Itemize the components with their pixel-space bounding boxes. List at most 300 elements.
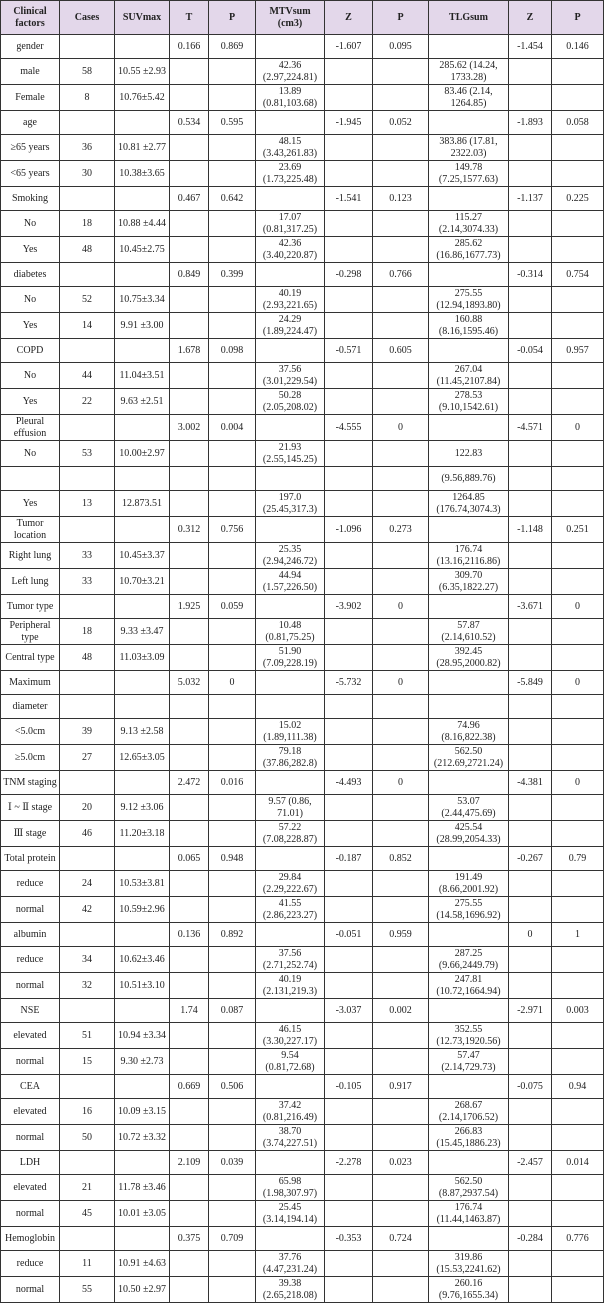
- cell-z-mtv: [325, 947, 373, 973]
- cell-mtvsum: 42.36 (3.40,220.87): [256, 237, 325, 263]
- cell-tlgsum: [429, 1075, 509, 1099]
- cell-tlgsum: 53.07 (2.44,475.69): [429, 795, 509, 821]
- cell-p-suv: [209, 569, 256, 595]
- cell-cases: 16: [60, 1099, 115, 1125]
- cell-factor: Total protein: [1, 847, 60, 871]
- cell-z-tlg: [509, 719, 552, 745]
- cell-tlgsum: 425.54 (28.99,2054.33): [429, 821, 509, 847]
- cell-factor: Ⅲ stage: [1, 821, 60, 847]
- cell-z-tlg: -2.457: [509, 1151, 552, 1175]
- table-row: [1, 339, 604, 363]
- table-row: [1, 1175, 604, 1201]
- cell-p-tlg: [552, 1099, 604, 1125]
- cell-p-mtv: 0.766: [373, 263, 429, 287]
- cell-p-mtv: 0.605: [373, 339, 429, 363]
- cell-z-mtv: -1.096: [325, 517, 373, 543]
- cell-factor: <65 years: [1, 161, 60, 187]
- cell-cases: [60, 467, 115, 491]
- cell-p-mtv: 0.917: [373, 1075, 429, 1099]
- cell-t: 0.534: [170, 111, 209, 135]
- cell-t: 0.065: [170, 847, 209, 871]
- table-row: [1, 947, 604, 973]
- cell-p-tlg: 0: [552, 415, 604, 441]
- cell-p-suv: [209, 543, 256, 569]
- cell-p-tlg: 0.003: [552, 999, 604, 1023]
- cell-p-tlg: 0.754: [552, 263, 604, 287]
- cell-mtvsum: 37.56 (3.01,229.54): [256, 363, 325, 389]
- cell-tlgsum: 383.86 (17.81, 2322.03): [429, 135, 509, 161]
- table-row: [1, 59, 604, 85]
- cell-tlgsum: 57.47 (2.14,729.73): [429, 1049, 509, 1075]
- cell-suvmax: [115, 517, 170, 543]
- cell-tlgsum: 260.16 (9.76,1655.34): [429, 1277, 509, 1303]
- cell-z-mtv: [325, 59, 373, 85]
- cell-cases: [60, 923, 115, 947]
- cell-p-tlg: [552, 389, 604, 415]
- cell-z-mtv: [325, 491, 373, 517]
- cell-cases: 33: [60, 543, 115, 569]
- cell-p-suv: [209, 1277, 256, 1303]
- cell-tlgsum: [429, 595, 509, 619]
- table-row: [1, 771, 604, 795]
- table-row: [1, 973, 604, 999]
- cell-cases: [60, 517, 115, 543]
- cell-t: 0.669: [170, 1075, 209, 1099]
- cell-cases: 15: [60, 1049, 115, 1075]
- cell-tlgsum: [429, 111, 509, 135]
- cell-factor: albumin: [1, 923, 60, 947]
- cell-p-mtv: [373, 695, 429, 719]
- cell-z-mtv: -0.187: [325, 847, 373, 871]
- cell-suvmax: 10.45±3.37: [115, 543, 170, 569]
- cell-p-tlg: [552, 1049, 604, 1075]
- cell-factor: Maximum: [1, 671, 60, 695]
- cell-suvmax: 9.12 ±3.06: [115, 795, 170, 821]
- cell-p-mtv: [373, 287, 429, 313]
- cell-p-tlg: 0.146: [552, 35, 604, 59]
- cell-cases: 53: [60, 441, 115, 467]
- cell-mtvsum: 79.18 (37.86,282.8): [256, 745, 325, 771]
- cell-p-mtv: 0: [373, 771, 429, 795]
- cell-p-mtv: [373, 1023, 429, 1049]
- cell-suvmax: 12.873.51: [115, 491, 170, 517]
- cell-t: [170, 1277, 209, 1303]
- cell-tlgsum: 562.50 (8.87,2937.54): [429, 1175, 509, 1201]
- cell-t: 3.002: [170, 415, 209, 441]
- cell-p-mtv: [373, 135, 429, 161]
- cell-z-mtv: [325, 645, 373, 671]
- cell-z-tlg: -1.893: [509, 111, 552, 135]
- cell-suvmax: [115, 999, 170, 1023]
- cell-z-mtv: -0.353: [325, 1227, 373, 1251]
- cell-suvmax: 10.94 ±3.34: [115, 1023, 170, 1049]
- cell-t: 1.74: [170, 999, 209, 1023]
- cell-mtvsum: 10.48 (0.81,75.25): [256, 619, 325, 645]
- cell-suvmax: [115, 35, 170, 59]
- table-row: [1, 569, 604, 595]
- cell-mtvsum: 23.69 (1.73,225.48): [256, 161, 325, 187]
- cell-p-mtv: [373, 59, 429, 85]
- cell-p-suv: [209, 1251, 256, 1277]
- cell-p-suv: [209, 1023, 256, 1049]
- cell-t: [170, 161, 209, 187]
- cell-p-mtv: [373, 645, 429, 671]
- cell-factor: elevated: [1, 1023, 60, 1049]
- cell-suvmax: 10.51±3.10: [115, 973, 170, 999]
- cell-z-mtv: -3.037: [325, 999, 373, 1023]
- cell-z-tlg: [509, 645, 552, 671]
- cell-tlgsum: [429, 999, 509, 1023]
- cell-factor: COPD: [1, 339, 60, 363]
- cell-p-mtv: [373, 871, 429, 897]
- table-row: [1, 135, 604, 161]
- cell-p-suv: [209, 695, 256, 719]
- table-row: [1, 795, 604, 821]
- cell-p-suv: 0.098: [209, 339, 256, 363]
- cell-p-suv: [209, 1175, 256, 1201]
- cell-tlgsum: [429, 1227, 509, 1251]
- cell-p-mtv: 0: [373, 671, 429, 695]
- cell-cases: 44: [60, 363, 115, 389]
- cell-factor: Pleural effusion: [1, 415, 60, 441]
- cell-p-mtv: 0.002: [373, 999, 429, 1023]
- cell-mtvsum: 46.15 (3.30,227.17): [256, 1023, 325, 1049]
- cell-z-tlg: [509, 795, 552, 821]
- cell-factor: Yes: [1, 313, 60, 339]
- cell-p-tlg: [552, 1201, 604, 1227]
- cell-p-suv: 0.039: [209, 1151, 256, 1175]
- cell-p-mtv: [373, 161, 429, 187]
- cell-p-mtv: [373, 1125, 429, 1151]
- cell-p-suv: [209, 871, 256, 897]
- cell-mtvsum: 50.28 (2.05,208.02): [256, 389, 325, 415]
- cell-z-mtv: [325, 1277, 373, 1303]
- cell-mtvsum: [256, 595, 325, 619]
- cell-p-suv: 0.004: [209, 415, 256, 441]
- cell-p-mtv: [373, 491, 429, 517]
- cell-mtvsum: [256, 847, 325, 871]
- cell-suvmax: 10.59±2.96: [115, 897, 170, 923]
- table-row: [1, 111, 604, 135]
- cell-p-tlg: [552, 543, 604, 569]
- cell-suvmax: 10.09 ±3.15: [115, 1099, 170, 1125]
- table-row: [1, 1277, 604, 1303]
- cell-tlgsum: 149.78 (7.25,1577.63): [429, 161, 509, 187]
- cell-mtvsum: [256, 467, 325, 491]
- cell-p-mtv: [373, 1049, 429, 1075]
- cell-cases: [60, 339, 115, 363]
- cell-p-mtv: [373, 973, 429, 999]
- cell-mtvsum: [256, 771, 325, 795]
- cell-z-mtv: [325, 389, 373, 415]
- cell-p-tlg: [552, 619, 604, 645]
- cell-suvmax: 10.53±3.81: [115, 871, 170, 897]
- cell-tlgsum: 1264.85 (176.74,3074.3): [429, 491, 509, 517]
- cell-mtvsum: [256, 263, 325, 287]
- cell-p-mtv: [373, 1175, 429, 1201]
- cell-factor: elevated: [1, 1175, 60, 1201]
- cell-suvmax: [115, 923, 170, 947]
- table-row: [1, 595, 604, 619]
- cell-mtvsum: 9.57 (0.86, 71.01): [256, 795, 325, 821]
- cell-p-tlg: [552, 871, 604, 897]
- cell-p-tlg: [552, 645, 604, 671]
- cell-p-suv: [209, 467, 256, 491]
- cell-mtvsum: 57.22 (7.08,228.87): [256, 821, 325, 847]
- cell-p-suv: [209, 287, 256, 313]
- cell-factor: Central type: [1, 645, 60, 671]
- cell-cases: 18: [60, 619, 115, 645]
- cell-p-tlg: 0.957: [552, 339, 604, 363]
- cell-p-tlg: [552, 85, 604, 111]
- cell-z-tlg: [509, 1049, 552, 1075]
- cell-p-tlg: [552, 897, 604, 923]
- cell-p-mtv: [373, 467, 429, 491]
- cell-tlgsum: [429, 671, 509, 695]
- cell-mtvsum: 41.55 (2.86,223.27): [256, 897, 325, 923]
- header-p-suv: P: [209, 1, 256, 35]
- cell-p-mtv: 0.959: [373, 923, 429, 947]
- cell-suvmax: 9.63 ±2.51: [115, 389, 170, 415]
- cell-t: [170, 1251, 209, 1277]
- cell-factor: LDH: [1, 1151, 60, 1175]
- cell-t: 0.467: [170, 187, 209, 211]
- cell-mtvsum: 37.76 (4.47,231.24): [256, 1251, 325, 1277]
- cell-tlgsum: [429, 263, 509, 287]
- cell-mtvsum: 37.42 (0.81,216.49): [256, 1099, 325, 1125]
- cell-z-mtv: -4.555: [325, 415, 373, 441]
- cell-p-tlg: [552, 287, 604, 313]
- cell-p-mtv: 0: [373, 595, 429, 619]
- cell-suvmax: 10.01 ±3.05: [115, 1201, 170, 1227]
- cell-tlgsum: 268.67 (2.14,1706.52): [429, 1099, 509, 1125]
- cell-cases: 42: [60, 897, 115, 923]
- cell-z-tlg: [509, 897, 552, 923]
- cell-cases: 39: [60, 719, 115, 745]
- cell-p-suv: [209, 619, 256, 645]
- cell-mtvsum: [256, 517, 325, 543]
- cell-cases: 46: [60, 821, 115, 847]
- cell-p-mtv: [373, 569, 429, 595]
- cell-cases: 30: [60, 161, 115, 187]
- cell-tlgsum: 74.96 (8.16,822.38): [429, 719, 509, 745]
- cell-p-mtv: [373, 897, 429, 923]
- cell-cases: 48: [60, 645, 115, 671]
- cell-z-mtv: [325, 1125, 373, 1151]
- cell-t: 0.166: [170, 35, 209, 59]
- cell-mtvsum: 51.90 (7.09,228.19): [256, 645, 325, 671]
- cell-p-tlg: [552, 237, 604, 263]
- table-row: [1, 517, 604, 543]
- table-row: [1, 35, 604, 59]
- cell-mtvsum: [256, 187, 325, 211]
- cell-p-mtv: [373, 363, 429, 389]
- cell-p-mtv: [373, 795, 429, 821]
- cell-mtvsum: [256, 695, 325, 719]
- table-row: [1, 85, 604, 111]
- cell-z-mtv: -1.945: [325, 111, 373, 135]
- table-row: [1, 847, 604, 871]
- cell-mtvsum: 65.98 (1.98,307.97): [256, 1175, 325, 1201]
- cell-p-tlg: [552, 211, 604, 237]
- cell-p-mtv: [373, 211, 429, 237]
- cell-t: [170, 1175, 209, 1201]
- cell-p-tlg: 0.014: [552, 1151, 604, 1175]
- cell-z-mtv: [325, 161, 373, 187]
- header-suvmax: SUVmax: [115, 1, 170, 35]
- cell-tlgsum: 287.25 (9.66,2449.79): [429, 947, 509, 973]
- cell-t: 1.925: [170, 595, 209, 619]
- cell-tlgsum: [429, 923, 509, 947]
- cell-t: [170, 467, 209, 491]
- cell-suvmax: 12.65±3.05: [115, 745, 170, 771]
- cell-cases: 13: [60, 491, 115, 517]
- cell-z-tlg: [509, 1251, 552, 1277]
- cell-tlgsum: [429, 771, 509, 795]
- table-body: [1, 35, 604, 1303]
- cell-p-mtv: [373, 1099, 429, 1125]
- cell-factor: normal: [1, 1201, 60, 1227]
- cell-mtvsum: [256, 671, 325, 695]
- cell-tlgsum: (9.56,889.76): [429, 467, 509, 491]
- cell-suvmax: [115, 771, 170, 795]
- cell-factor: Yes: [1, 237, 60, 263]
- table-row: [1, 1023, 604, 1049]
- cell-tlgsum: 122.83: [429, 441, 509, 467]
- cell-p-suv: 0.756: [209, 517, 256, 543]
- cell-z-tlg: -1.148: [509, 517, 552, 543]
- cell-factor: normal: [1, 1277, 60, 1303]
- cell-z-mtv: -1.541: [325, 187, 373, 211]
- cell-p-tlg: [552, 695, 604, 719]
- cell-t: [170, 569, 209, 595]
- cell-cases: 33: [60, 569, 115, 595]
- cell-suvmax: [115, 111, 170, 135]
- cell-p-tlg: 0: [552, 771, 604, 795]
- table-row: [1, 619, 604, 645]
- cell-z-mtv: [325, 719, 373, 745]
- cell-factor: NSE: [1, 999, 60, 1023]
- cell-z-mtv: [325, 1175, 373, 1201]
- cell-p-suv: [209, 795, 256, 821]
- cell-z-mtv: [325, 313, 373, 339]
- cell-p-tlg: 0.79: [552, 847, 604, 871]
- cell-z-mtv: [325, 821, 373, 847]
- cell-tlgsum: [429, 35, 509, 59]
- cell-cases: [60, 35, 115, 59]
- table-row: [1, 287, 604, 313]
- cell-z-mtv: [325, 1049, 373, 1075]
- cell-t: [170, 441, 209, 467]
- cell-p-suv: [209, 85, 256, 111]
- cell-suvmax: 9.91 ±3.00: [115, 313, 170, 339]
- cell-mtvsum: [256, 1075, 325, 1099]
- cell-cases: 52: [60, 287, 115, 313]
- cell-tlgsum: 562.50 (212.69,2721.24): [429, 745, 509, 771]
- cell-factor: normal: [1, 897, 60, 923]
- cell-cases: 11: [60, 1251, 115, 1277]
- cell-z-mtv: [325, 467, 373, 491]
- cell-z-tlg: [509, 211, 552, 237]
- cell-cases: 51: [60, 1023, 115, 1049]
- cell-p-tlg: [552, 161, 604, 187]
- cell-cases: 55: [60, 1277, 115, 1303]
- cell-cases: [60, 415, 115, 441]
- cell-z-tlg: -3.671: [509, 595, 552, 619]
- cell-mtvsum: 40.19 (2.93,221.65): [256, 287, 325, 313]
- cell-p-tlg: 0.225: [552, 187, 604, 211]
- cell-z-tlg: [509, 313, 552, 339]
- table-row: [1, 491, 604, 517]
- table-row: [1, 1099, 604, 1125]
- cell-factor: ≥65 years: [1, 135, 60, 161]
- header-mtvsum: MTVsum (cm3): [256, 1, 325, 35]
- cell-t: 1.678: [170, 339, 209, 363]
- cell-factor: Yes: [1, 389, 60, 415]
- cell-cases: 24: [60, 871, 115, 897]
- table-row: [1, 313, 604, 339]
- cell-z-tlg: [509, 389, 552, 415]
- cell-factor: Peripheral type: [1, 619, 60, 645]
- cell-p-suv: [209, 363, 256, 389]
- cell-tlgsum: [429, 1151, 509, 1175]
- cell-factor: elevated: [1, 1099, 60, 1125]
- cell-suvmax: 10.00±2.97: [115, 441, 170, 467]
- cell-t: [170, 719, 209, 745]
- header-p-tlg: P: [552, 1, 604, 35]
- cell-p-tlg: [552, 947, 604, 973]
- cell-p-suv: [209, 59, 256, 85]
- cell-suvmax: [115, 847, 170, 871]
- cell-cases: 58: [60, 59, 115, 85]
- cell-mtvsum: 48.15 (3.43,261.83): [256, 135, 325, 161]
- cell-z-tlg: [509, 543, 552, 569]
- cell-cases: 14: [60, 313, 115, 339]
- cell-p-suv: [209, 1125, 256, 1151]
- header-row: [1, 1, 604, 35]
- cell-tlgsum: [429, 847, 509, 871]
- cell-suvmax: 10.91 ±4.63: [115, 1251, 170, 1277]
- cell-t: [170, 287, 209, 313]
- cell-cases: [60, 771, 115, 795]
- cell-t: [170, 1099, 209, 1125]
- cell-p-tlg: [552, 363, 604, 389]
- cell-p-suv: [209, 973, 256, 999]
- cell-p-tlg: [552, 973, 604, 999]
- cell-cases: [60, 999, 115, 1023]
- cell-mtvsum: 24.29 (1.89,224.47): [256, 313, 325, 339]
- cell-p-suv: [209, 161, 256, 187]
- table-row: [1, 211, 604, 237]
- cell-p-suv: 0.595: [209, 111, 256, 135]
- cell-z-tlg: [509, 619, 552, 645]
- table-row: [1, 923, 604, 947]
- cell-cases: 32: [60, 973, 115, 999]
- cell-p-tlg: [552, 821, 604, 847]
- cell-suvmax: [115, 595, 170, 619]
- cell-suvmax: [115, 187, 170, 211]
- cell-z-tlg: [509, 745, 552, 771]
- cell-p-suv: [209, 745, 256, 771]
- cell-z-tlg: [509, 1125, 552, 1151]
- cell-p-suv: 0.709: [209, 1227, 256, 1251]
- cell-p-suv: [209, 389, 256, 415]
- header-z-mtv: Z: [325, 1, 373, 35]
- cell-factor: Tumor type: [1, 595, 60, 619]
- cell-z-mtv: [325, 211, 373, 237]
- cell-z-tlg: [509, 1201, 552, 1227]
- cell-t: [170, 491, 209, 517]
